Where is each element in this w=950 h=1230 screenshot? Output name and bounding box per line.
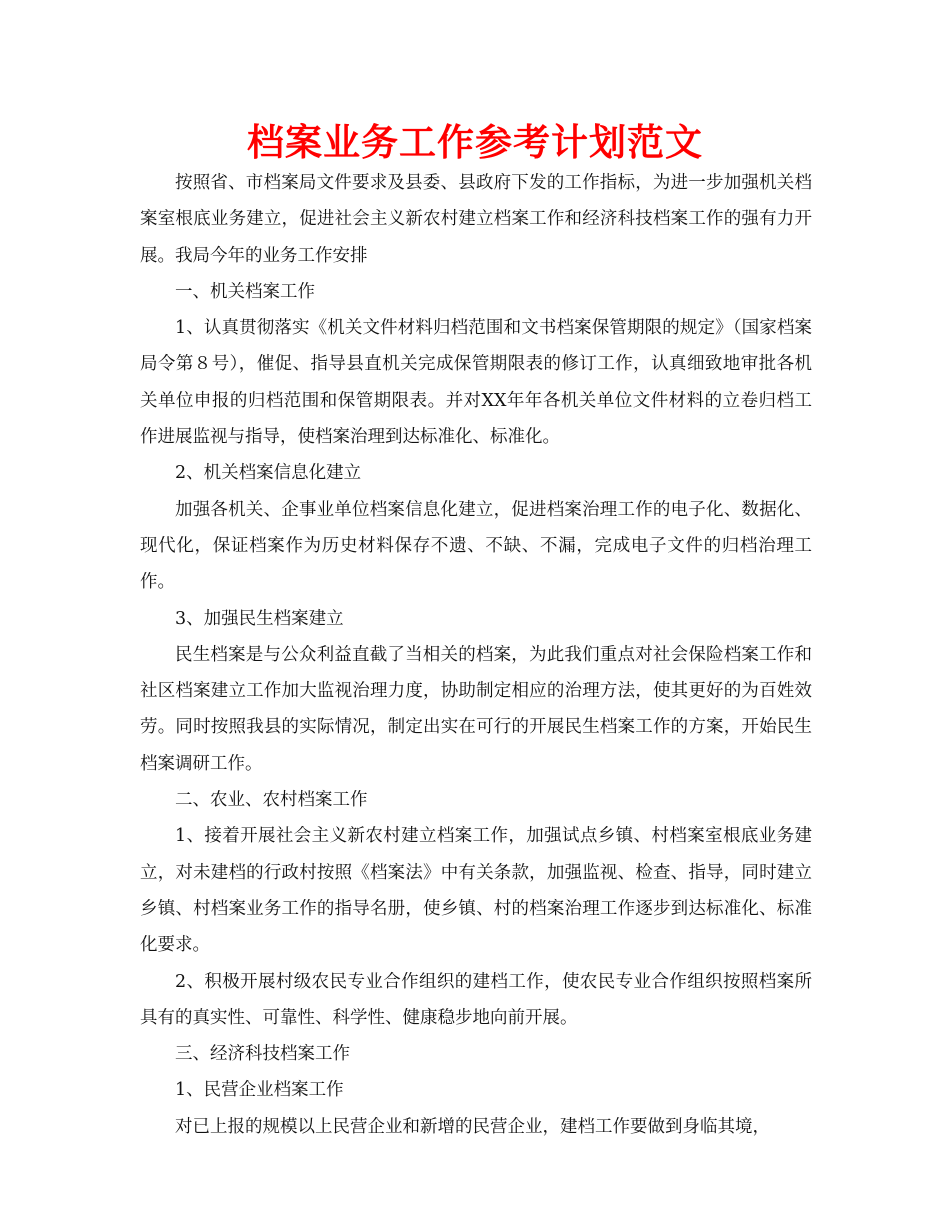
subsection-heading: 1、民营企业档案工作 (175, 1080, 344, 1101)
paragraph: 对已上报的规模以上民营企业和新增的民营企业，建档工作要做到身临其境， (175, 1116, 770, 1137)
paragraph: 民生档案是与公众利益直截了当相关的档案，为此我们重点对社会保险档案工作和社区档案建立工作加大监视治理力度，协助制定相应的治理方法，使其更好的为百姓效劳。同时按照我县的实际情况，制定出实在可行的开展民生档案工作的方案，开始民生档案调研工作。 (140, 644, 812, 774)
paragraph: 加强各机关、企事业单位档案信息化建立，促进档案治理工作的电子化、数据化、现代化，保证档案作为历史材料保存不遗、不缺、不漏，完成电子文件的归档治理工作。 (140, 499, 812, 593)
subsection-heading: 3、加强民生档案建立 (175, 608, 344, 629)
paragraph: 1、认真贯彻落实《机关文件材料归档范围和文书档案保管期限的规定》（国家档案局令第８号），催促、指导县直机关完成保管期限表的修订工作，认真细致地审批各机关单位申报的归档范围和保管期限表。并对XX年年各机关单位文件材料的立卷归档工作进展监视与指导，使档案治理到达标准化、标准化。 (140, 318, 812, 448)
paragraph-intro: 按照省、市档案局文件要求及县委、县政府下发的工作指标，为进一步加强机关档案室根底业务建立，促进社会主义新农村建立档案工作和经济科技档案工作的强有力开展。我局今年的业务工作安排 (140, 173, 812, 266)
document-title: 档案业务工作参考计划范文 (247, 121, 703, 164)
section-heading-3: 三、经济科技档案工作 (175, 1044, 350, 1065)
subsection-heading: 2、机关档案信息化建立 (175, 463, 362, 484)
section-heading-1: 一、机关档案工作 (175, 281, 315, 302)
paragraph: 2、积极开展村级农民专业合作组织的建档工作，使农民专业合作组织按照档案所具有的真实性、可靠性、科学性、健康稳步地向前开展。 (140, 971, 812, 1028)
paragraph: 1、接着开展社会主义新农村建立档案工作，加强试点乡镇、村档案室根底业务建立，对未建档的行政村按照《档案法》中有关条款，加强监视、检查、指导，同时建立乡镇、村档案业务工作的指导名册，使乡镇、村的档案治理工作逐步到达标准化、标准化要求。 (140, 826, 812, 956)
document-body (140, 165, 812, 1145)
section-heading-2: 二、农业、农村档案工作 (175, 790, 368, 811)
